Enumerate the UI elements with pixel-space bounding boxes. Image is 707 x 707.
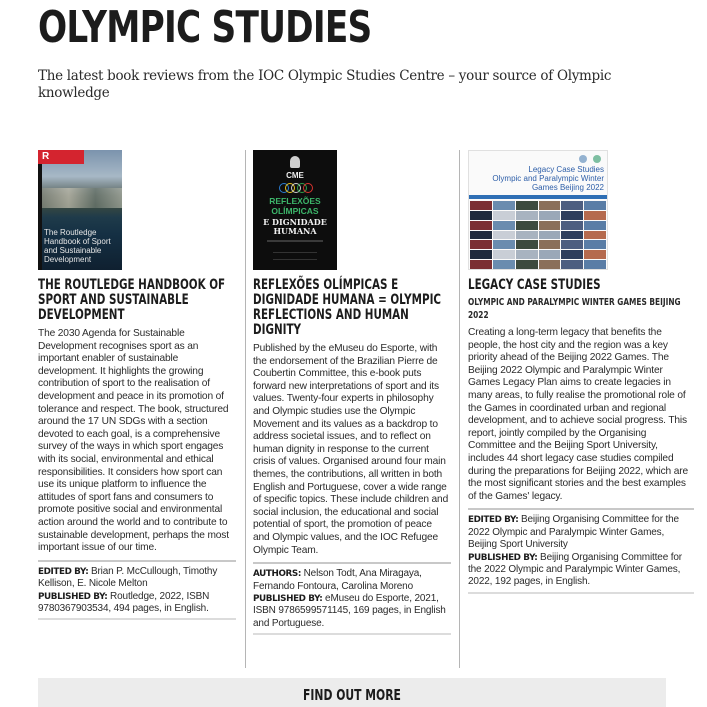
cover-photo-tile (470, 211, 492, 220)
published-label: PUBLISHED BY: (253, 593, 323, 604)
cover-photo-tile (584, 250, 606, 259)
cover-spine-strip (38, 150, 42, 270)
cover-photo-tile (516, 201, 538, 210)
cover-photo-tile (493, 201, 515, 210)
cover-authors-bar (273, 252, 317, 260)
cover-photo-tile (561, 260, 583, 269)
page-title: OLYMPIC STUDIES (38, 2, 372, 53)
cover-photo-tile (561, 221, 583, 230)
cover-title-line2: Olympic and Paralympic Winter Games Beijing 2022 (492, 174, 604, 192)
publisher-logo (38, 150, 84, 164)
cover-photo-tile (516, 260, 538, 269)
book-description: Published by the eMuseu do Esporte, with the endorsement of the Brazilian Pierre de Coubertin Committee, this e-book puts forward new interpretations of sport and its values. Twenty-four experts in philosophy and Olympic studies use the Olympic Movement and its values as a backdrop to address societal issues, and to reflect on human dignity in response to the current crisis of values. Organised around four main themes, the contributions, all written in both English and Portuguese, cover a wide range of specific topics. These include children and social inclusion, the educational and social potential of sport, the promotion of peace and Olympic values, and the IOC Refugee Olympic Team. (253, 343, 449, 556)
section-divider (38, 618, 236, 620)
published-label: PUBLISHED BY: (468, 552, 538, 563)
credit-value: Beijing Organising Committee for the 2022 Olympic and Paralympic Winter Games, Beijing Sport University (468, 514, 679, 551)
cover-photo-tile (516, 231, 538, 240)
cover-photo-tile (539, 260, 561, 269)
credit-value: Brian P. McCullough, Timothy Kellison, E. Nicole Melton (38, 565, 218, 590)
cover-photo-tile (539, 211, 561, 220)
cover-photo-tile (584, 201, 606, 210)
cover-subtitle-bar (267, 240, 323, 242)
cover-blue-band (469, 195, 607, 199)
credit-value: Nelson Todt, Ana Miragaya, Fernando Fontoura, Carolina Moreno (253, 568, 422, 592)
cover-org: CME (286, 171, 304, 180)
book-review-routledge (38, 150, 236, 620)
cover-photo-tile (470, 250, 492, 259)
page-subtitle: The latest book reviews from the IOC Olympic Studies Centre – your source of Olympic knowledge (38, 68, 612, 101)
coubertin-bust-icon (290, 156, 300, 168)
book-credits (253, 568, 451, 630)
credit-label: EDITED BY: (38, 566, 89, 577)
cover-photo-tile (516, 250, 538, 259)
cover-photo-tile (584, 221, 606, 230)
book-cover-image[interactable] (253, 150, 337, 270)
published-value: Routledge, 2022, ISBN 9780367903534, 494 pages, in English. (38, 590, 210, 614)
cover-photo-tile (516, 240, 538, 249)
book-title: LEGACY CASE STUDIES (468, 277, 601, 293)
book-cover-image[interactable] (38, 150, 122, 270)
cover-photo-tile (561, 240, 583, 249)
cover-title-line1: Legacy Case Studies (528, 165, 604, 174)
section-divider (253, 562, 451, 564)
book-cover-image[interactable] (468, 150, 608, 270)
cover-title-text (472, 165, 604, 192)
cover-title-text: The Routledge Handbook of Sport and Sustainable Development (44, 228, 111, 264)
published-value: Beijing Organising Committee for the 2022 Olympic and Paralympic Winter Games, 2022, 192 pages, in English. (468, 551, 682, 588)
book-subtitle: OLYMPIC AND PARALYMPIC WINTER GAMES BEIJING 2022 (468, 297, 681, 321)
cover-photo-tile (539, 231, 561, 240)
cover-photo-tile (516, 211, 538, 220)
cover-photo-tile (493, 240, 515, 249)
cover-photo-grid (470, 201, 606, 269)
cover-photo-tile (516, 221, 538, 230)
book-title: REFLEXÕES OLÍMPICAS E DIGNIDADE HUMANA = OLYMPIC REFLECTIONS AND HUMAN DIGNITY (253, 277, 442, 338)
published-label: PUBLISHED BY: (38, 591, 108, 602)
cover-title-line2: E DIGNIDADE HUMANA (263, 217, 327, 236)
book-description: The 2030 Agenda for Sustainable Development recognises sport as an important enabler of sustainable development. It highlights the growing contribution of sport to the realisation of development and peace in its promotion of tolerance and respect. The book, structured around the 17 UN SDGs with a section devoted to each goal, is a comprehensive survey of the ways in which sport engages with its social, environmental and ethical responsibilities. It considers how sport can use its unique platform to influence the attitudes of sport fans and consumers to promote positive social and environmental action around the world and to contribute to sustainable development, perhaps the most important issue of our time. (38, 328, 229, 554)
cover-photo-tile (561, 211, 583, 220)
book-title: THE ROUTLEDGE HANDBOOK OF SPORT AND SUSTAINABLE DEVELOPMENT (38, 277, 226, 323)
book-credits (38, 566, 236, 616)
column-divider (245, 150, 246, 668)
credit-label: EDITED BY: (468, 515, 519, 526)
cover-photo-tile (584, 211, 606, 220)
cover-photo-tile (584, 240, 606, 249)
cover-photo-tile (493, 231, 515, 240)
beijing-2022-paralympic-emblem-icon (593, 155, 601, 163)
section-divider (468, 592, 694, 594)
book-review-reflexoes (253, 150, 451, 635)
book-credits (468, 514, 694, 588)
cover-photo-tile (493, 211, 515, 220)
cover-photo-tile (584, 231, 606, 240)
cover-photo-tile (561, 231, 583, 240)
cover-photo-tile (584, 260, 606, 269)
cover-photo-tile (539, 201, 561, 210)
book-description: Creating a long-term legacy that benefits the people, the host city and the region was a key priority ahead of the Beijing 2022 Games. The Beijing 2022 Olympic and Paralympic Winter Games Legacy Plan aims to create legacies in many areas, to fully realise the promotional role of the Games in coordinated urban and regional development, and to achieve social progress. This report, jointly compiled by the Organising Committee and the Beijing Sport University, includes 44 short legacy case studies compiled during the preparations for Beijing 2022, which are the most significant stories and the best examples of the Games' legacy. (468, 327, 689, 502)
credit-label: AUTHORS: (253, 569, 301, 580)
beijing-2022-emblem-icon (579, 155, 587, 163)
cover-photo-tile (561, 201, 583, 210)
cover-photo-tile (539, 250, 561, 259)
publisher-mark: R (42, 151, 50, 162)
cover-photo-tile (470, 240, 492, 249)
cover-photo-tile (539, 221, 561, 230)
section-divider (38, 560, 236, 562)
section-divider (253, 633, 451, 635)
cover-photo-tile (470, 260, 492, 269)
published-value: eMuseu do Esporte, 2021, ISBN 9786599571145, 169 pages, in English and Portuguese. (253, 592, 446, 629)
cover-title-line1: REFLEXÕES OLÍMPICAS (269, 196, 321, 216)
section-divider (468, 508, 694, 510)
book-review-legacy (468, 150, 694, 594)
cover-photo-tile (539, 240, 561, 249)
find-out-more-label: FIND OUT MORE (303, 686, 401, 704)
cover-photo-tile (470, 221, 492, 230)
olympic-rings-icon (279, 183, 313, 193)
find-out-more-button[interactable] (38, 678, 666, 707)
cover-photo-tile (493, 250, 515, 259)
cover-photo-tile (561, 250, 583, 259)
cover-photo-tile (493, 221, 515, 230)
cover-photo-tile (493, 260, 515, 269)
cover-photo-tile (470, 231, 492, 240)
cover-photo-tile (470, 201, 492, 210)
column-divider (459, 150, 460, 668)
cover-cityscape (42, 188, 122, 208)
